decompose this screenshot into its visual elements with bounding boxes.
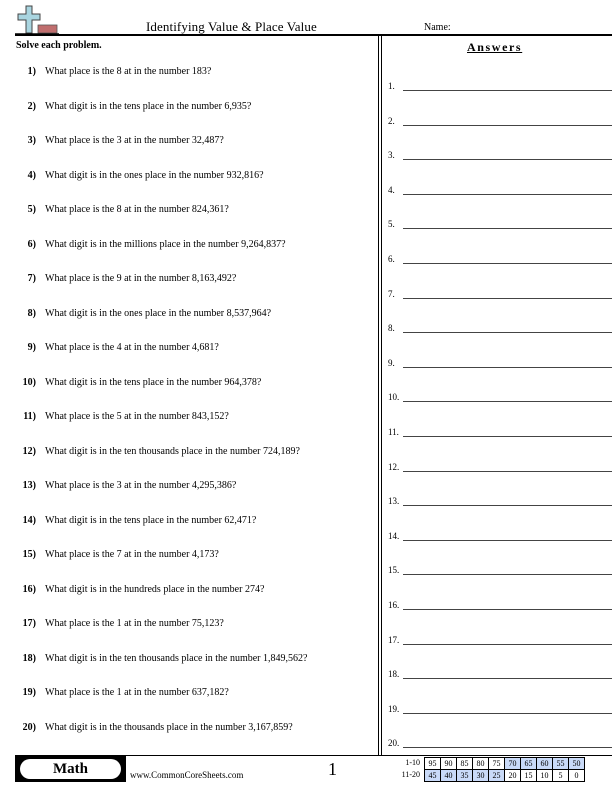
answer-label: 2.: [388, 115, 395, 126]
answer-item: [388, 704, 612, 716]
question-item: [0, 308, 370, 322]
answer-item: [388, 185, 612, 197]
subject-badge: Math: [20, 759, 121, 779]
answer-item: [388, 219, 612, 231]
score-cell: 30: [473, 770, 489, 782]
answer-item: [388, 392, 612, 404]
question-item: [0, 653, 370, 667]
answer-item: [388, 600, 612, 612]
answer-label: 18.: [388, 669, 400, 680]
score-cell: 65: [521, 758, 537, 770]
question-number: 4): [27, 169, 36, 181]
question-text: What digit is in the ones place in the number 8,537,964?: [45, 307, 272, 319]
answer-label: 5.: [388, 219, 395, 230]
question-item: [0, 377, 370, 391]
question-item: [0, 66, 370, 80]
answer-line[interactable]: [403, 471, 612, 472]
answer-item: [388, 254, 612, 266]
question-text: What digit is in the thousands place in the number 3,167,859?: [45, 721, 293, 733]
score-row-label: 1-10: [405, 758, 420, 767]
answer-line[interactable]: [403, 401, 612, 402]
score-cell: 0: [569, 770, 585, 782]
site-url[interactable]: www.CommonCoreSheets.com: [130, 770, 244, 780]
question-number: 16): [22, 583, 36, 595]
column-divider: [378, 36, 379, 755]
question-text: What place is the 8 at in the number 183?: [45, 66, 212, 77]
score-cell: 75: [489, 758, 505, 770]
instructions: Solve each problem.: [16, 40, 102, 51]
question-item: [0, 618, 370, 632]
question-item: [0, 273, 370, 287]
question-number: 1): [27, 66, 36, 77]
question-item: [0, 549, 370, 563]
question-text: What digit is in the tens place in the number 964,378?: [45, 376, 262, 388]
question-number: 18): [22, 652, 36, 664]
answer-label: 10.: [388, 392, 400, 403]
question-item: [0, 411, 370, 425]
answer-label: 17.: [388, 634, 400, 645]
question-item: [0, 480, 370, 494]
question-number: 8): [27, 307, 36, 319]
question-item: [0, 101, 370, 115]
score-cell: 95: [425, 758, 441, 770]
page-number: 1: [328, 759, 337, 779]
question-text: What digit is in the tens place in the number 6,935?: [45, 100, 252, 112]
answer-label: 14.: [388, 530, 400, 541]
score-cell: 45: [425, 770, 441, 782]
answer-item: [388, 427, 612, 439]
answer-line[interactable]: [403, 90, 612, 91]
answer-item: [388, 81, 612, 93]
score-cell: 50: [569, 758, 585, 770]
question-text: What digit is in the millions place in the number 9,264,837?: [45, 238, 286, 250]
answer-line[interactable]: [403, 678, 612, 679]
question-number: 5): [27, 204, 36, 215]
score-cell: 5: [553, 770, 569, 782]
answer-item: [388, 531, 612, 543]
score-cell: 80: [473, 758, 489, 770]
answer-line[interactable]: [403, 298, 612, 299]
answer-label: 3.: [388, 150, 395, 161]
worksheet-title: Identifying Value & Place Value: [146, 19, 317, 34]
question-number: 17): [22, 618, 36, 629]
score-cell: 10: [537, 770, 553, 782]
answer-line[interactable]: [403, 436, 612, 437]
score-cell: 20: [505, 770, 521, 782]
answer-item: [388, 116, 612, 128]
question-number: 3): [27, 135, 36, 146]
answer-label: 11.: [388, 427, 399, 437]
score-table: [424, 757, 585, 782]
question-item: [0, 239, 370, 253]
question-item: [0, 584, 370, 598]
question-text: What digit is in the hundreds place in the number 274?: [45, 583, 265, 595]
answer-line[interactable]: [403, 505, 612, 506]
score-cell: 70: [505, 758, 521, 770]
answer-line[interactable]: [403, 125, 612, 126]
question-text: What place is the 5 at in the number 843,152?: [45, 411, 229, 422]
answer-line[interactable]: [403, 194, 612, 195]
score-cell: 25: [489, 770, 505, 782]
question-number: 2): [27, 100, 36, 112]
column-divider: [381, 36, 382, 755]
answer-line[interactable]: [403, 263, 612, 264]
answer-item: [388, 669, 612, 681]
answer-line[interactable]: [403, 367, 612, 368]
answer-item: [388, 496, 612, 508]
answers-title: Answers: [467, 40, 523, 54]
header-rule: [15, 34, 612, 36]
score-cell: 60: [537, 758, 553, 770]
answer-item: [388, 738, 612, 750]
answer-item: [388, 565, 612, 577]
answer-label: 13.: [388, 496, 400, 507]
question-item: [0, 446, 370, 460]
answer-label: 15.: [388, 565, 400, 576]
answer-line[interactable]: [403, 609, 612, 610]
answer-label: 1.: [388, 81, 395, 91]
answer-line[interactable]: [403, 747, 612, 748]
question-item: [0, 687, 370, 701]
question-number: 15): [22, 549, 36, 560]
question-number: 6): [27, 238, 36, 250]
answer-line[interactable]: [403, 644, 612, 645]
answer-item: [388, 289, 612, 301]
answer-item: [388, 462, 612, 474]
question-item: [0, 170, 370, 184]
score-row: [425, 758, 585, 770]
question-text: What place is the 1 at in the number 75,123?: [45, 618, 224, 629]
question-number: 12): [22, 445, 36, 457]
answer-line[interactable]: [403, 228, 612, 229]
answer-line[interactable]: [403, 574, 612, 575]
question-number: 10): [22, 376, 36, 388]
answer-item: [388, 635, 612, 647]
question-number: 20): [22, 721, 36, 733]
question-item: [0, 515, 370, 529]
score-cell: 55: [553, 758, 569, 770]
answer-item: [388, 323, 612, 335]
answer-label: 4.: [388, 184, 395, 195]
question-number: 7): [27, 273, 36, 284]
question-number: 14): [22, 514, 36, 526]
question-text: What place is the 3 at in the number 32,487?: [45, 135, 224, 146]
question-text: What digit is in the ten thousands place in the number 1,849,562?: [45, 652, 308, 664]
question-text: What place is the 1 at in the number 637,182?: [45, 687, 229, 698]
score-cell: 35: [457, 770, 473, 782]
answer-label: 6.: [388, 254, 395, 264]
answer-line[interactable]: [403, 540, 612, 541]
answer-label: 16.: [388, 600, 400, 610]
question-text: What digit is in the tens place in the number 62,471?: [45, 514, 257, 526]
answer-label: 20.: [388, 738, 400, 749]
name-label: Name:: [424, 22, 451, 33]
answer-line[interactable]: [403, 159, 612, 160]
question-item: [0, 342, 370, 356]
score-cell: 85: [457, 758, 473, 770]
answer-label: 9.: [388, 357, 395, 368]
question-text: What place is the 4 at in the number 4,681?: [45, 342, 219, 353]
answer-item: [388, 358, 612, 370]
question-item: [0, 204, 370, 218]
score-row-label: 11-20: [401, 770, 420, 779]
score-row: [425, 770, 585, 782]
answer-label: 8.: [388, 323, 395, 334]
answer-label: 19.: [388, 703, 400, 714]
question-number: 19): [22, 687, 36, 698]
score-cell: 90: [441, 758, 457, 770]
answer-label: 7.: [388, 288, 395, 299]
score-cell: 40: [441, 770, 457, 782]
question-text: What place is the 8 at in the number 824,361?: [45, 204, 229, 215]
answer-line[interactable]: [403, 332, 612, 333]
question-text: What digit is in the ones place in the number 932,816?: [45, 169, 264, 181]
answer-label: 12.: [388, 461, 400, 472]
question-item: [0, 722, 370, 736]
plus-and-minus-icon: [15, 4, 59, 36]
answer-line[interactable]: [403, 713, 612, 714]
question-number: 11): [23, 411, 36, 422]
score-cell: 15: [521, 770, 537, 782]
question-item: [0, 135, 370, 149]
question-text: What digit is in the ten thousands place in the number 724,189?: [45, 445, 300, 457]
question-number: 13): [22, 480, 36, 491]
question-number: 9): [27, 342, 36, 353]
question-text: What place is the 7 at in the number 4,173?: [45, 549, 219, 560]
question-text: What place is the 3 at in the number 4,295,386?: [45, 480, 237, 491]
question-text: What place is the 9 at in the number 8,163,492?: [45, 273, 237, 284]
answer-item: [388, 150, 612, 162]
